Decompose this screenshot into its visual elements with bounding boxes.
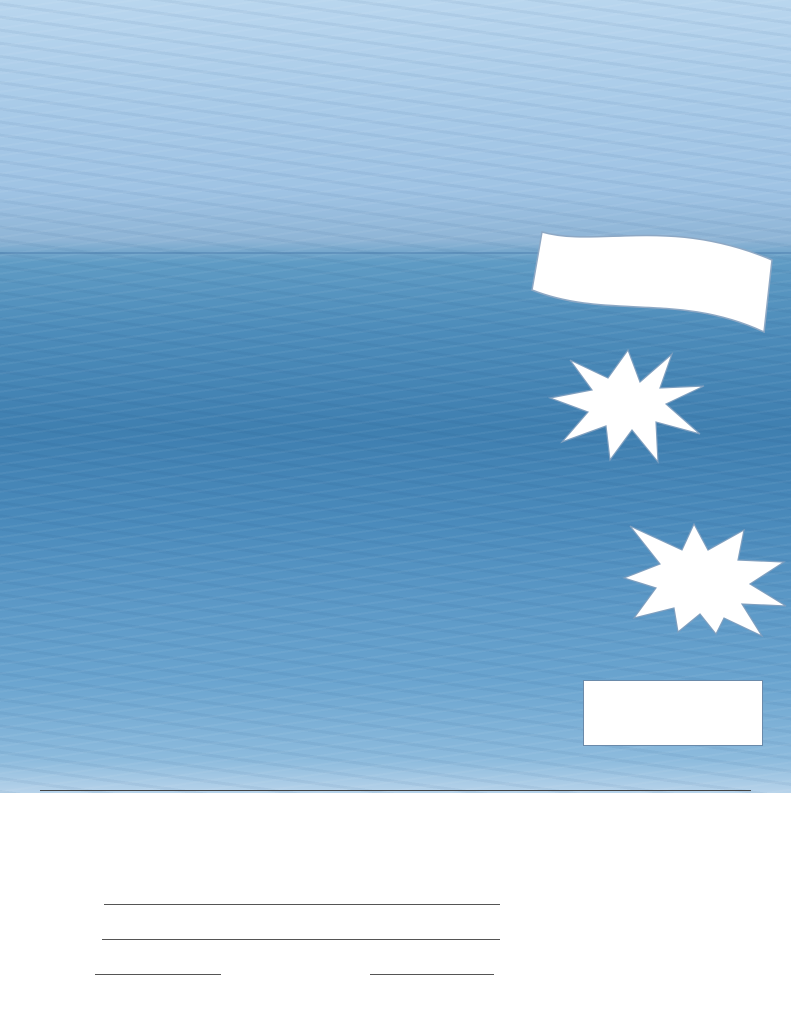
registration-qr-code[interactable] bbox=[580, 822, 732, 974]
name-field[interactable] bbox=[104, 904, 500, 905]
tshirts-starburst bbox=[548, 346, 708, 466]
phone-field[interactable] bbox=[95, 974, 221, 975]
byoc-banner bbox=[528, 220, 776, 340]
raffle-starburst bbox=[620, 522, 788, 638]
digital-taping-box bbox=[583, 680, 763, 746]
total-field[interactable] bbox=[370, 974, 494, 975]
divider bbox=[40, 790, 751, 791]
address-field[interactable] bbox=[102, 939, 500, 940]
